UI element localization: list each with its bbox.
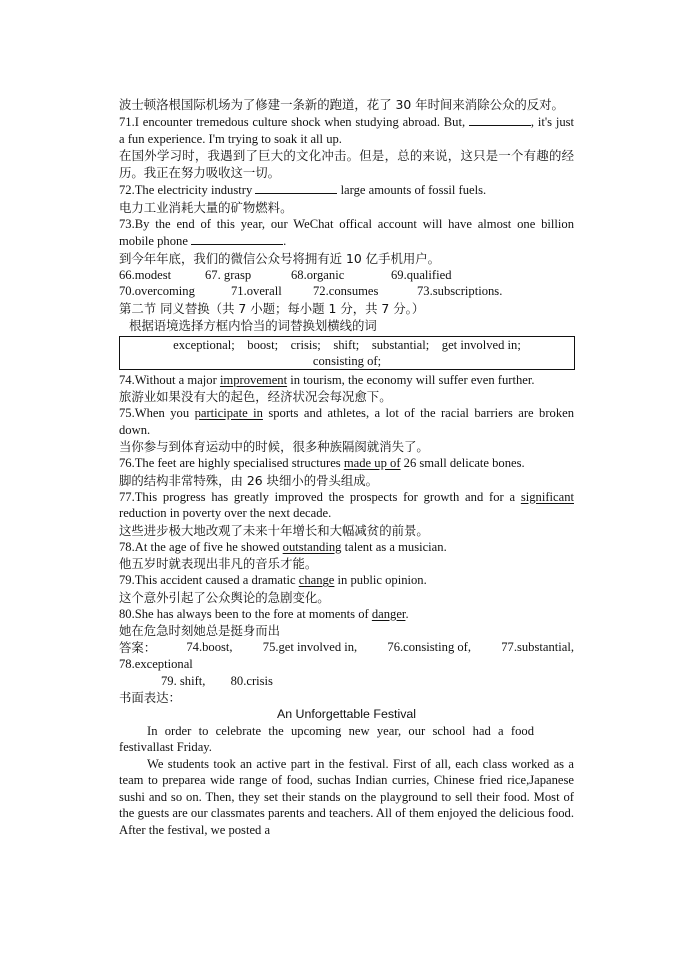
item-77: 77.This progress has greatly improved the prospects for growth and for a significant reduction in poverty over the next decade.: [119, 489, 574, 520]
item-80-translation: 她在危急时刻她总是挺身而出: [119, 623, 281, 638]
answer-blank: [191, 232, 283, 245]
word-box: [119, 336, 575, 370]
item-74: 74.Without a major improvement in tourism, the economy will suffer even further.: [119, 372, 535, 387]
document-page: [119, 96, 574, 838]
item-75: 75.When you participate in sports and athletes, a lot of the racial barriers are broken down.: [119, 406, 575, 437]
question-73-translation: 到今年年底，我们的微信公众号将拥有近 10 亿手机用户。: [119, 250, 441, 266]
word-box-line-1: exceptional; boost; crisis; shift; substantial; get involved in;: [173, 337, 521, 352]
question-72: 72.The electricity industry large amounts of fossil fuels.: [119, 183, 487, 197]
intro-translation: 波士顿洛根国际机场为了修建一条新的跑道，花了 30 年时间来消除公众的反对。: [119, 97, 564, 112]
item-76: 76.The feet are highly specialised structures made up of 26 small delicate bones.: [119, 456, 525, 470]
item-80: 80.She has always been to the fore at moments of danger.: [119, 606, 409, 621]
answers-2-row-3: 79. shift, 80.crisis: [161, 673, 273, 688]
answer-blank: [469, 113, 531, 126]
item-75-translation: 当你参与到体育运动中的时候，很多种族隔阂就消失了。: [119, 439, 429, 454]
answers-2-row-1: 答案： 74.boost, 75.get involved in, 76.consisting of, 77.substantial,: [119, 640, 574, 655]
question-73: 73.By the end of this year, our WeChat offical account will have almost one billion mobile phone .: [119, 216, 574, 248]
answers-2-row-2: 78.exceptional: [119, 657, 193, 671]
answer-row-1: 66.modest 67. grasp 68.organic 69.qualified: [119, 267, 452, 282]
essay-paragraph-1: In order to celebrate the upcoming new year, our school had a food festivallast Friday.: [119, 723, 534, 754]
section-2-instruction: 根据语境选择方框内恰当的词替换划横线的词: [129, 317, 377, 333]
item-76-translation: 脚的结构非常特殊，由 26 块细小的骨头组成。: [119, 472, 379, 488]
item-78-translation: 他五岁时就表现出非凡的音乐才能。: [119, 556, 318, 571]
answer-blank: [255, 181, 337, 194]
item-79: 79.This accident caused a dramatic change in public opinion.: [119, 573, 427, 587]
essay-paragraph-2: We students took an active part in the festival. First of all, each class worked as a team to preparea wide range of food, suchas Indian curries, Chinese fried rice,Japanese sushi and so on. Then, they set their stands on the playground to sell their food. Most of the guests are our classmates parents and teachers. All of them enjoyed the delicious food. After the festival, we posted a: [119, 756, 574, 837]
item-74-translation: 旅游业如果没有大的起色，经济状况会每况愈下。: [119, 389, 392, 404]
question-72-translation: 电力工业消耗大量的矿物燃料。: [119, 199, 293, 215]
word-box-line-2: consisting of;: [312, 353, 382, 368]
item-78: 78.At the age of five he showed outstanding talent as a musician.: [119, 539, 447, 554]
essay-heading: 书面表达：: [119, 690, 181, 705]
essay-title: An Unforgettable Festival: [276, 707, 417, 721]
question-71: 71.I encounter tremedous culture shock when studying abroad. But, , it's just a fun experience. I'm trying to soak it all up.: [119, 115, 575, 146]
item-79-translation: 这个意外引起了公众舆论的急剧变化。: [119, 589, 330, 605]
section-2-title: 第二节 同义替换（共 7 小题；每小题 1 分，共 7 分。）: [119, 300, 425, 316]
question-71-translation: 在国外学习时，我遇到了巨大的文化冲击。但是，总的来说，这只是一个有趣的经历。我正在努力吸收这一切。: [119, 148, 574, 180]
item-77-translation: 这些进步极大地改观了未来十年增长和大幅减贫的前景。: [119, 522, 429, 538]
answer-row-2: 70.overcoming 71.overall 72.consumes 73.subscriptions.: [119, 284, 503, 298]
item-list: [119, 372, 574, 640]
